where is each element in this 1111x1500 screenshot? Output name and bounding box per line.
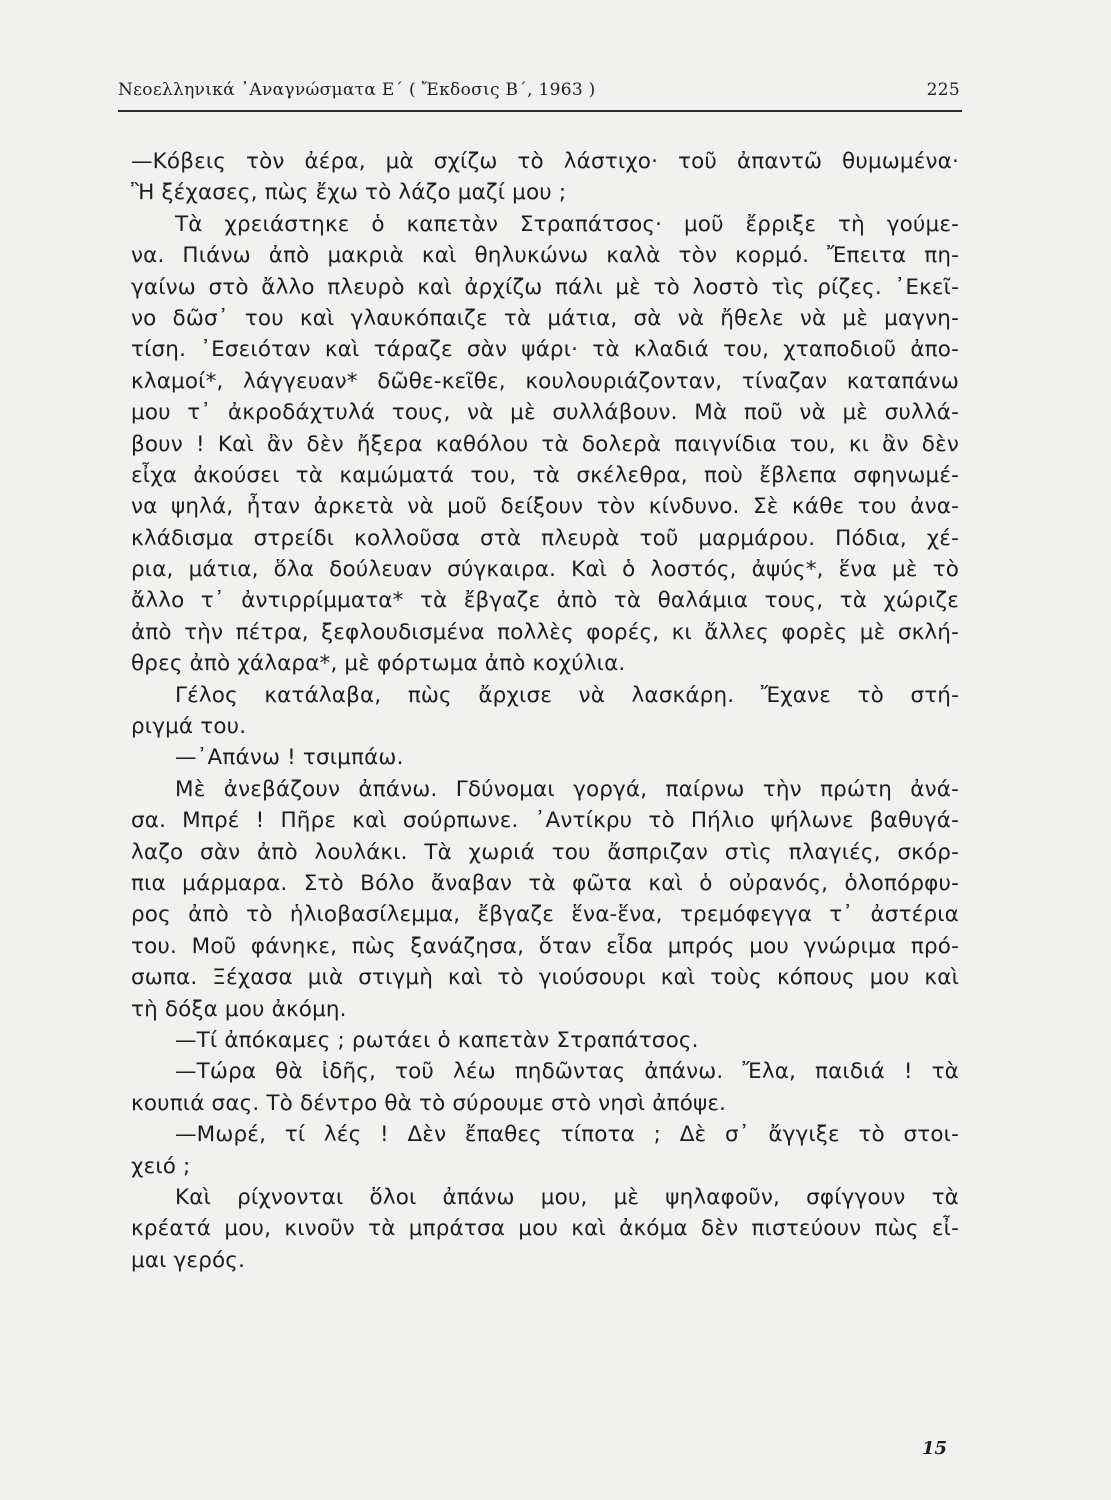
- text-line: τίση. ᾿Εσειόταν καὶ τάραζε σὰν ψάρι· τὰ κλαδιά του, χταποδιοῦ ἀπο-: [131, 337, 959, 363]
- text-line: μου τ᾿ ἀκροδάχτυλά τους, νὰ μὲ συλλάβουν. Μὰ ποῦ νὰ μὲ συλλά-: [131, 400, 959, 426]
- text-line: —Τώρα θὰ ἰδῆς, τοῦ λέω πηδῶντας ἀπάνω. Ἔλα, παιδιά ! τὰ: [175, 1059, 959, 1085]
- header-title: Νεοελληνικά ᾿Αναγνώσματα Ε΄ ( Ἔκδοσις Β΄, 1963 ): [118, 80, 596, 100]
- text-line: Γέλος κατάλαβα, πὼς ἄρχισε νὰ λασκάρη. Ἔχανε τὸ στή-: [175, 682, 959, 708]
- text-line: θρες ἀπὸ χάλαρα*, μὲ φόρτωμα ἀπὸ κοχύλια.: [131, 651, 626, 677]
- text-line: να. Πιάνω ἀπὸ μακριὰ καὶ θηλυκώνω καλὰ τὸν κορμό. Ἔπειτα πη-: [131, 243, 959, 269]
- text-line: κρέατά μου, κινοῦν τὰ μπράτσα μου καὶ ἀκόμα δὲν πιστεύουν πὼς εἶ-: [131, 1216, 959, 1242]
- body-text: [131, 146, 959, 1276]
- text-line: να ψηλά, ἦταν ἀρκετὰ νὰ μοῦ δείξουν τὸν κίνδυνο. Σὲ κάθε του ἀνα-: [131, 494, 959, 520]
- text-line: Μὲ ἀνεβάζουν ἀπάνω. Γδύνομαι γοργά, παίρνω τὴν πρώτη ἀνά-: [175, 776, 959, 802]
- text-line: κουπιά σας. Τὸ δέντρο θὰ τὸ σύρουμε στὸ νησὶ ἀπόψε.: [131, 1090, 727, 1116]
- text-line: μαι γερός.: [131, 1247, 246, 1273]
- running-header: [118, 76, 962, 112]
- text-line: σα. Μπρέ ! Πῆρε καὶ σούρπωνε. ᾿Αντίκρυ τὸ Πήλιο ψήλωνε βαθυγά-: [131, 808, 959, 834]
- text-line: ρια, μάτια, ὅλα δούλευαν σύγκαιρα. Καὶ ὁ λοστός, ἀψύς*, ἕνα μὲ τὸ: [131, 557, 959, 583]
- text-line: σωπα. Ξέχασα μιὰ στιγμὴ καὶ τὸ γιούσουρι καὶ τοὺς κόπους μου καὶ: [131, 965, 959, 991]
- text-line: Ἢ ξέχασες, πὼς ἔχω τὸ λάζο μαζί μου ;: [131, 180, 567, 206]
- text-line: λαζο σὰν ἀπὸ λουλάκι. Τὰ χωριά του ἄσπριζαν στὶς πλαγιές, σκόρ-: [131, 839, 959, 865]
- text-line: νο δῶσ᾿ του καὶ γλαυκόπαιζε τὰ μάτια, σὰ νὰ ἤθελε νὰ μὲ μαγνη-: [131, 305, 959, 331]
- signature-mark: 15: [921, 1438, 947, 1459]
- text-line: γαίνω στὸ ἄλλο πλευρὸ καὶ ἀρχίζω πάλι μὲ τὸ λοστὸ τὶς ρίζες. ᾿Εκεῖ-: [131, 274, 959, 300]
- text-line: Τὰ χρειάστηκε ὁ καπετὰν Στραπάτσος· μοῦ ἔρριξε τὴ γούμε-: [175, 211, 959, 237]
- text-line: ριγμά του.: [131, 714, 247, 740]
- text-line: —᾿Απάνω ! τσιμπάω.: [175, 745, 404, 771]
- text-line: ἀπὸ τὴν πέτρα, ξεφλουδισμένα πολλὲς φορές, κι ἄλλες φορὲς μὲ σκλή-: [131, 619, 959, 645]
- text-line: κλάδισμα στρείδι κολλοῦσα στὰ πλευρὰ τοῦ μαρμάρου. Πόδια, χέ-: [131, 525, 959, 551]
- text-line: βουν ! Καὶ ἂν δὲν ἤξερα καθόλου τὰ δολερὰ παιγνίδια του, κι ἂν δὲν: [131, 431, 959, 457]
- page-number: 225: [926, 80, 960, 100]
- text-line: Καὶ ρίχνονται ὅλοι ἀπάνω μου, μὲ ψηλαφοῦν, σφίγγουν τὰ: [175, 1184, 959, 1210]
- text-line: κλαμοί*, λάγγευαν* δῶθε-κεῖθε, κουλουριάζονταν, τίναζαν καταπάνω: [131, 368, 959, 394]
- text-line: —Κόβεις τὸν ἀέρα, μὰ σχίζω τὸ λάστιχο· τοῦ ἀπαντῶ θυμωμένα·: [131, 149, 959, 174]
- text-line: πια μάρμαρα. Στὸ Βόλο ἄναβαν τὰ φῶτα καὶ ὁ οὐρανός, ὁλοπόρφυ-: [131, 870, 959, 896]
- text-line: ἄλλο τ᾿ ἀντιρρίμματα* τὰ ἔβγαζε ἀπὸ τὰ θαλάμια τους, τὰ χώριζε: [131, 588, 959, 614]
- text-line: χειό ;: [131, 1153, 191, 1179]
- text-line: —Τί ἀπόκαμες ; ρωτάει ὁ καπετὰν Στραπάτσος.: [175, 1027, 699, 1053]
- text-line: εἶχα ἀκούσει τὰ καμώματά του, τὰ σκέλεθρα, ποὺ ἔβλεπα σφηνωμέ-: [131, 462, 959, 488]
- text-line: του. Μοῦ φάνηκε, πὼς ξανάζησα, ὅταν εἶδα μπρός μου γνώριμα πρό-: [131, 933, 959, 959]
- text-line: ρος ἀπὸ τὸ ἡλιοβασίλεμμα, ἔβγαζε ἕνα-ἕνα, τρεμόφεγγα τ᾿ ἀστέρια: [131, 902, 959, 928]
- text-line: τὴ δόξα μου ἀκόμη.: [131, 996, 347, 1022]
- text-line: —Μωρέ, τί λές ! Δὲν ἔπαθες τίποτα ; Δὲ σ᾿ ἄγγιξε τὸ στοι-: [175, 1122, 959, 1148]
